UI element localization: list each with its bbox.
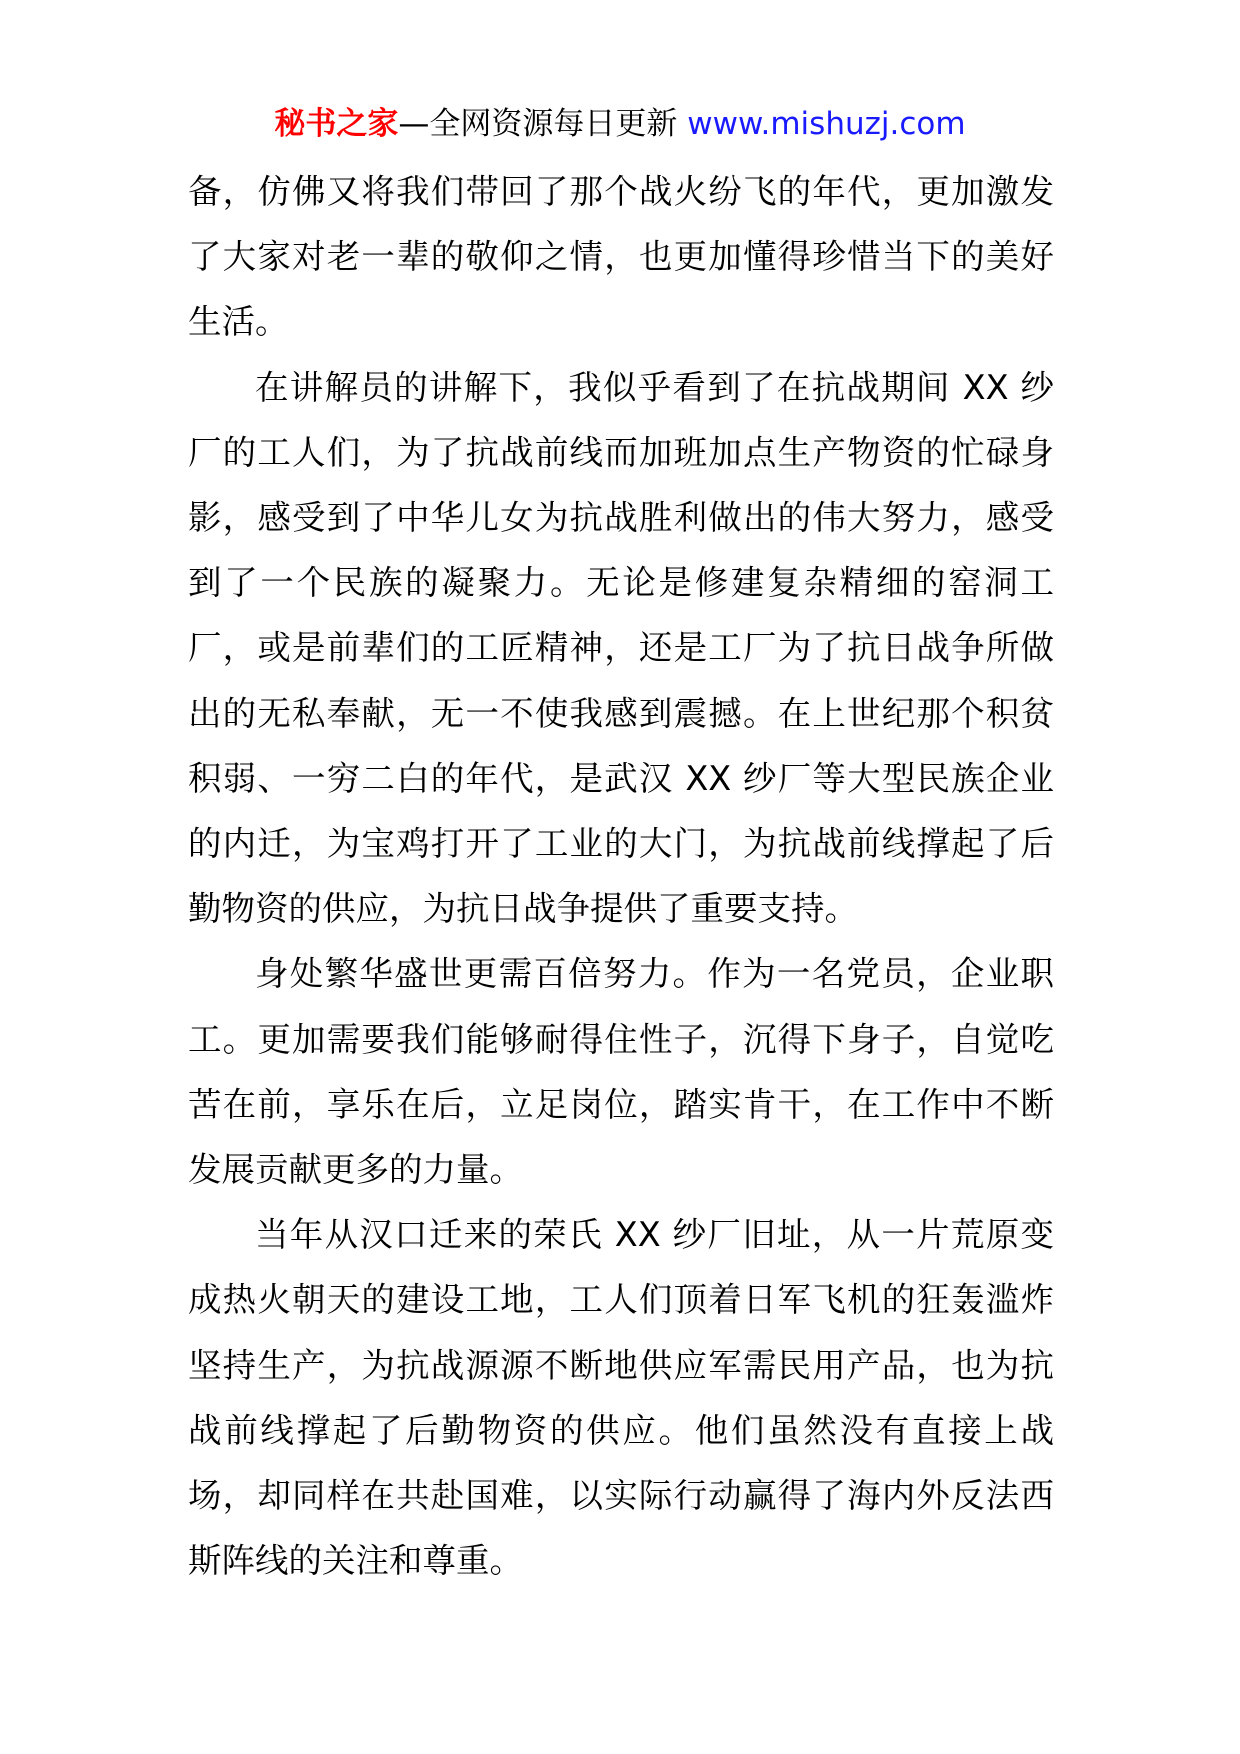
paragraph-continuation: 备，仿佛又将我们带回了那个战火纷飞的年代，更加激发了大家对老一辈的敬仰之情，也更加懂得珍惜当下的美好生活。 — [188, 172, 1054, 342]
brand-name: 秘书之家 — [274, 106, 399, 142]
document-body — [188, 159, 1054, 1593]
header-slogan: —全网资源每日更新 — [398, 106, 678, 142]
paragraph: 当年从汉口迁来的荣氏 XX 纱厂旧址，从一片荒原变成热火朝天的建设工地，工人们顶着日军飞机的狂轰滥炸坚持生产，为抗战源源不断地供应军需民用产品，也为抗战前线撑起了后勤物资的供应。他们虽然没有直接上战场，却同样在共赴国难，以实际行动赢得了海内外反法西斯阵线的关注和尊重。 — [188, 1215, 1054, 1581]
page-header — [0, 100, 1240, 148]
paragraph: 在讲解员的讲解下，我似乎看到了在抗战期间 XX 纱厂的工人们，为了抗战前线而加班加点生产物资的忙碌身影，感受到了中华儿女为抗战胜利做出的伟大努力，感受到了一个民族的凝聚力。无论是修建复杂精细的窑洞工厂，或是前辈们的工匠精神，还是工厂为了抗日战争所做出的无私奉献，无一不使我感到震撼。在上世纪那个积贫积弱、一穷二白的年代，是武汉 XX 纱厂等大型民族企业的内迁，为宝鸡打开了工业的大门，为抗战前线撑起了后勤物资的供应，为抗日战争提供了重要支持。 — [188, 367, 1054, 929]
paragraph: 身处繁华盛世更需百倍努力。作为一名党员，企业职工。更加需要我们能够耐得住性子，沉得下身子，自觉吃苦在前，享乐在后，立足岗位，踏实肯干，在工作中不断发展贡献更多的力量。 — [188, 954, 1054, 1190]
website-link[interactable]: www.mishuzj.com — [687, 106, 966, 142]
